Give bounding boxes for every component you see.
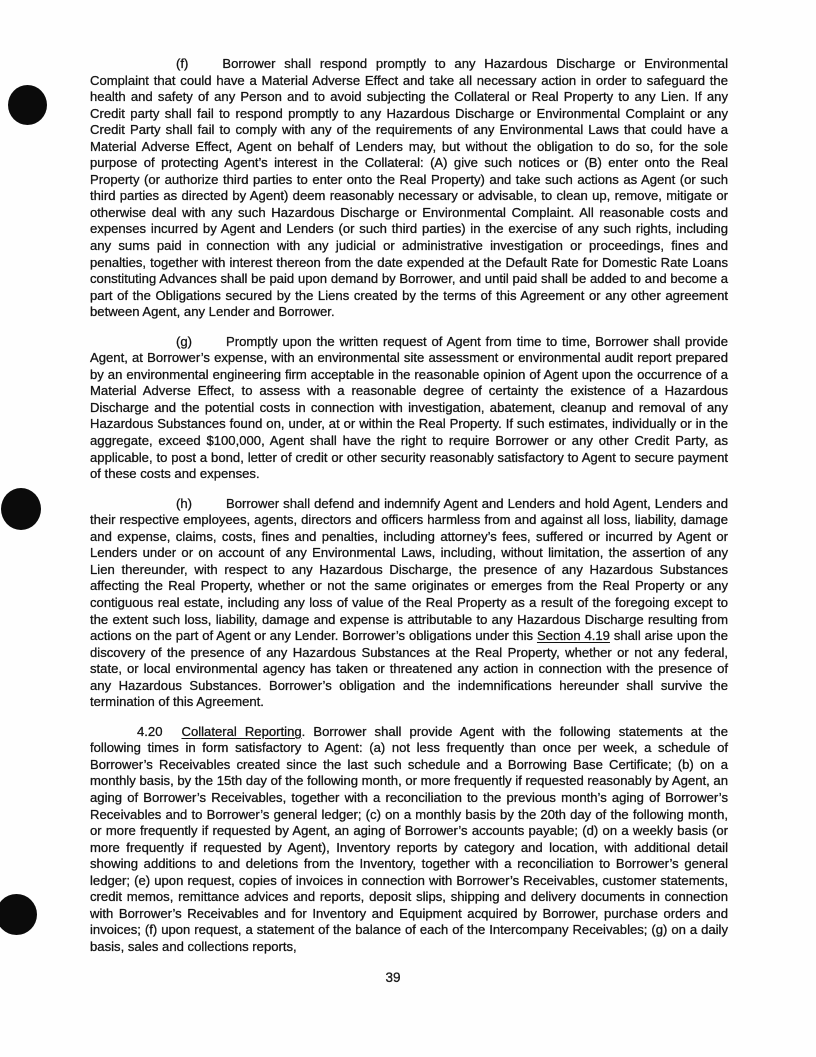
underlined-reference: Section 4.19 (536, 628, 610, 644)
paragraph-text: Promptly upon the written request of Agent from time to time, Borrower shall provide Agent, at Borrower’s expense, with an environmental site assessment or environmental audit report prepared by an environmental engineering firm acceptable in the reasonable opinion of Agent upon the occurrence of a Material Adverse Effect, to assess with a reasonable degree of certainty the existence of a Hazardous Discharge and the potential costs in connection with investigation, abatement, cleanup and removal of any Hazardous Substances found on, under, at or within the Real Property. If such estimates, individually or in the aggregate, exceed $100,000, Agent shall have the right to require Borrower or any other Credit Party, as applicable, to post a bond, letter of credit or other security reasonably satisfactory to Agent to secure payment of these costs and expenses. (90, 333, 728, 482)
paragraph-label: (f) (176, 56, 189, 71)
page-number: 39 (385, 970, 401, 985)
paragraph (90, 496, 728, 711)
paragraph-label: (g) (176, 333, 193, 349)
paragraph-text: Borrower shall defend and indemnify Agent and Lenders and hold Agent, Lenders and their respective employees, agents, directors and officers harmless from and against all loss, liability, damage and expense, claims, costs, fines and penalties, including attorney’s fees, suffered or incurred by Agent or Lenders under or on account of any Environmental Laws, including, without limitation, the assertion of any Lien thereunder, with respect to any Hazardous Discharge, the presence of any Hazardous Substances affecting the Real Property, whether or not the same originates or emerges from the Real Property or any contiguous real estate, including any loss of value of the Real Property as a result of the foregoing except to the extent such loss, liability, damage and expense is attributable to any Hazardous Discharge resulting from actions on the part of Agent or any Lender. Borrower’s obligations under this (90, 495, 728, 644)
page-footer (90, 970, 696, 985)
paragraph-label: (h) (176, 495, 193, 511)
hole-punch-icon (1, 488, 41, 530)
paragraph-label: 4.20 (137, 723, 163, 739)
paragraph-text: Borrower shall respond promptly to any Hazardous Discharge or Environmental Complaint that could have a Material Adverse Effect and take all necessary action in order to safeguard the health and safety of any Person and to avoid subjecting the Collateral or Real Property to any Lien. If any Credit party shall fail to respond promptly to any Hazardous Discharge or Environmental Complaint or any Credit Party shall fail to comply with any of the requirements of any Environmental Laws that could have a Material Adverse Effect, Agent on behalf of Lenders may, but without the obligation to do so, for the sole purpose of protecting Agent’s interest in the Collateral: (A) give such notices or (B) enter onto the Real Property (or authorize third parties to enter onto the Real Property) and take such actions as Agent (or such third parties as directed by Agent) deem reasonably necessary or advisable, to clean up, remove, mitigate or otherwise deal with any such Hazardous Discharge or Environmental Complaint. All reasonable costs and expenses incurred by Agent and Lenders (or such third parties) in the exercise of any such rights, including any sums paid in connection with any judicial or administrative investigation or proceedings, fines and penalties, together with interest thereon from the date expended at the Default Rate for Domestic Rate Loans constituting Advances shall be paid upon demand by Borrower, and until paid shall be added to and become a part of the Obligations secured by the Liens created by the terms of this Agreement or any other agreement between Agent, any Lender and Borrower. (90, 56, 728, 320)
document-body (90, 56, 728, 968)
paragraph-text: . Borrower shall provide Agent with the following statements at the following times in form satisfactory to Agent: (a) not less frequently than once per week, a schedule of Borrower’s Receivables created since the last such schedule and a Borrowing Base Certificate; (b) on a monthly basis, by the 15th day of the following month, or more frequently if requested reasonably by Agent, an aging of Borrower’s Receivables, together with a reconciliation to the previous month’s aging of Borrower’s Receivables and to Borrower’s general ledger; (c) on a monthly basis by the 20th day of the following month, or more frequently if requested by Agent, an aging of Borrower’s accounts payable; (d) on a weekly basis (or more frequently if requested by Agent), Inventory reports by category and location, with additional detail showing additions to and deletions from the Inventory, together with a reconciliation to Borrower’s general ledger; (e) upon request, copies of invoices in connection with Borrower’s Receivables, customer statements, credit memos, remittance advices and reports, deposit slips, shipping and delivery documents in connection with Borrower’s Receivables and for Inventory and Equipment acquired by Borrower, purchase orders and invoices; (f) upon request, a statement of the balance of each of the Intercompany Receivables; (g) on a daily basis, sales and collections reports, (90, 723, 728, 954)
paragraph-text: shall arise upon the discovery of the presence of any Hazardous Substances at the Real Property, whether or not any federal, state, or local environmental agency has taken or threatened any action in connection with the presence of any Hazardous Substances. Borrower’s obligation and the indemnifications hereunder shall survive the termination of this Agreement. (90, 628, 728, 710)
paragraph (90, 724, 728, 956)
hole-punch-icon (0, 894, 37, 935)
hole-punch-icon (8, 85, 47, 125)
paragraph (90, 56, 728, 321)
underlined-reference: Collateral Reporting (181, 723, 302, 739)
paragraph (90, 334, 728, 483)
